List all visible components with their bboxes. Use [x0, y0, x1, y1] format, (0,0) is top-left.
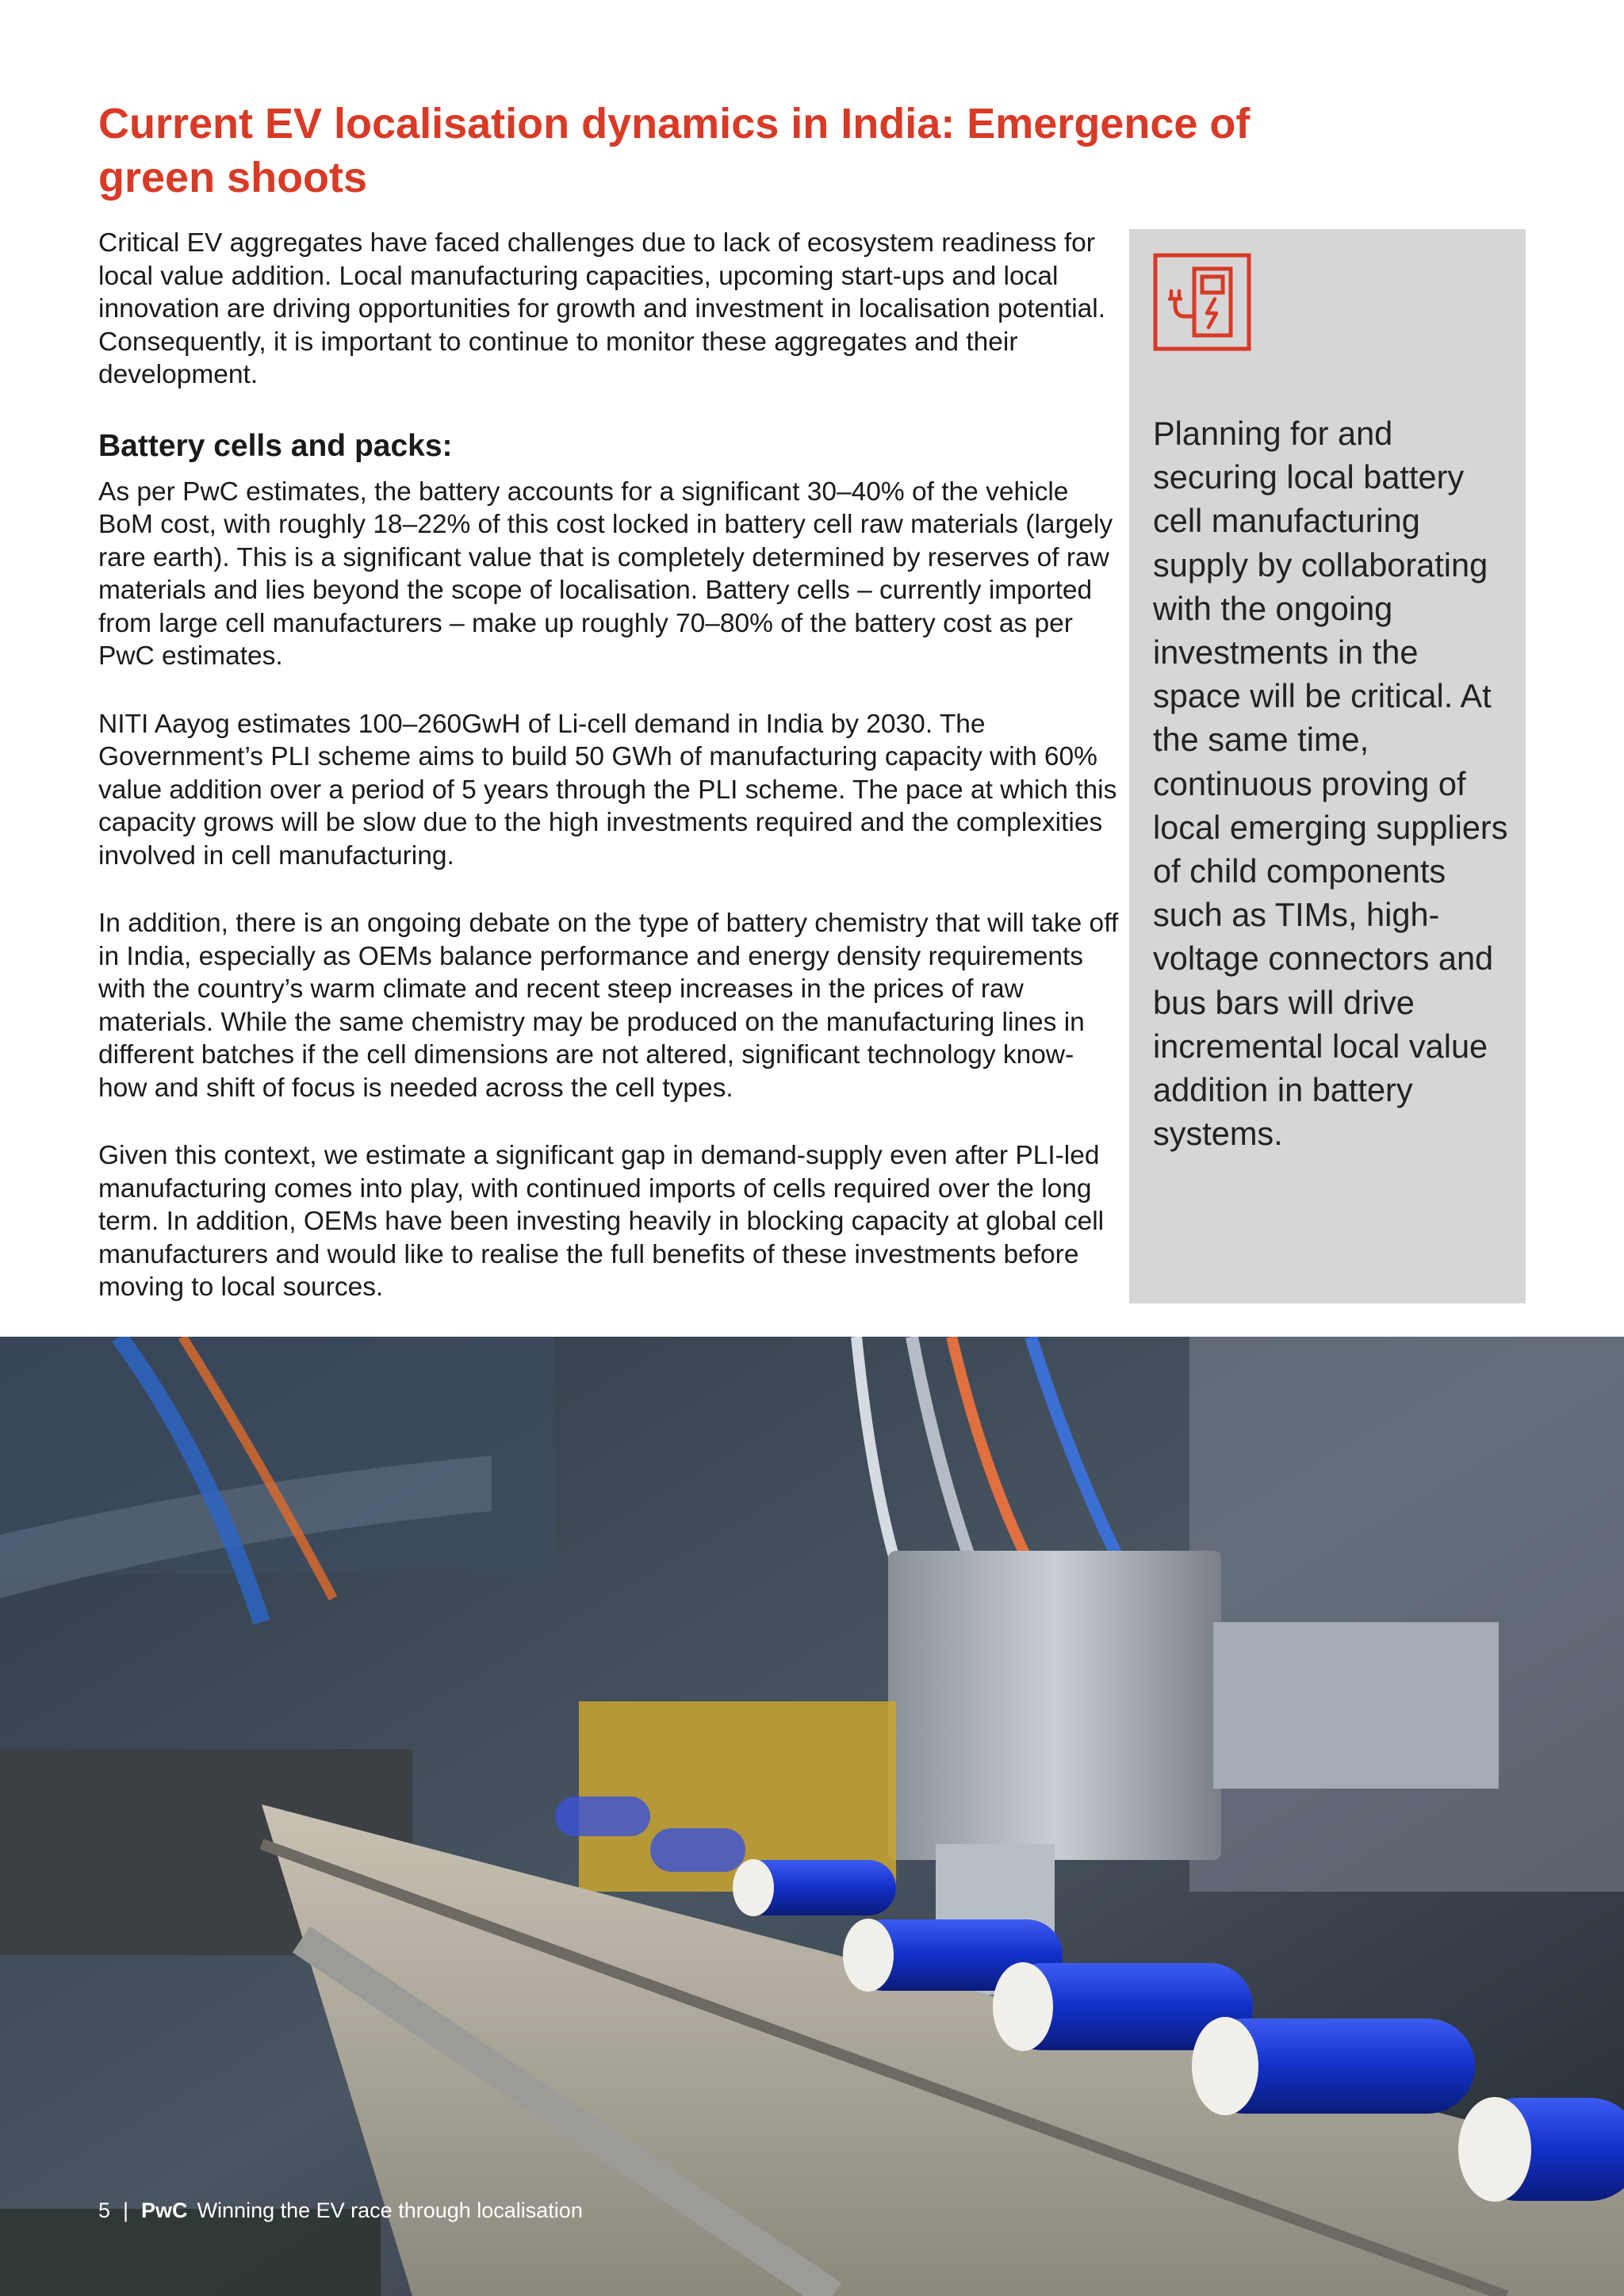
callout-text: Planning for and securing local battery cell manufacturing supply by collaborating with the ongoing investments in the space will be critical. At the same time, continuous proving of local emerging suppliers of child components such as TIMs, high-voltage connectors and bus bars will drive incremental local value addition in battery systems. — [1153, 415, 1508, 1153]
page-number: 5 — [98, 2198, 111, 2222]
page-footer — [98, 2196, 583, 2225]
ev-charging-station-icon — [1153, 253, 1251, 351]
body-paragraph: Given this context, we estimate a significant gap in demand-supply even after PLI-led manufacturing comes into play, with continued imports of cells required over the long term. In addition, OEMs have been investing heavily in blocking capacity at global cell manufacturers and would like to realise the full benefits of these investments before moving to local sources. — [98, 1141, 1105, 1302]
intro-paragraph: Critical EV aggregates have faced challenges due to lack of ecosystem readiness for local value addition. Local manufacturing capacities, upcoming start-ups and local innovation are driving opportunities for growth and investment in localisation potential. Consequently, it is important to continue to monitor these aggregates and their development. — [98, 228, 1106, 389]
page-title: Current EV localisation dynamics in India: Emergence of green shoots — [98, 100, 1251, 201]
body-paragraph: NITI Aayog estimates 100–260GwH of Li-cell demand in India by 2030. The Government’s PLI scheme aims to build 50 GWh of manufacturing capacity with 60% value addition over a period of 5 years through the PLI scheme. The pace at which this capacity grows will be slow due to the high investments required and the complexities involved in cell manufacturing. — [98, 709, 1117, 871]
section-heading: Battery cells and packs: — [98, 428, 453, 463]
body-paragraph: As per PwC estimates, the battery accounts for a significant 30–40% of the vehicle BoM cost, with roughly 18–22% of this cost locked in battery cell raw materials (largely rare earth). This is a significant value that is completely determined by reserves of raw materials and lies beyond the scope of localisation. Battery cells – currently imported from large cell manufacturers – make up roughly 70–80% of the battery cost as per PwC estimates. — [98, 476, 1113, 671]
body-paragraph: In addition, there is an ongoing debate on the type of battery chemistry that will take off in India, especially as OEMs balance performance and energy density requirements with the country’s warm climate and recent steep increases in the prices of raw materials. While the same chemistry may be produced on the manufacturing lines in different batches if the cell dimensions are not altered, significant technology know-how and shift of focus is needed across the cell types. — [98, 909, 1119, 1103]
publication-title: Winning the EV race through localisation — [197, 2198, 583, 2222]
footer-separator: | — [123, 2198, 129, 2222]
callout-box — [1129, 229, 1526, 1303]
footer-brand: PwC — [141, 2198, 188, 2222]
main-column — [98, 227, 1121, 1339]
battery-production-line-photo — [0, 1337, 1624, 2296]
